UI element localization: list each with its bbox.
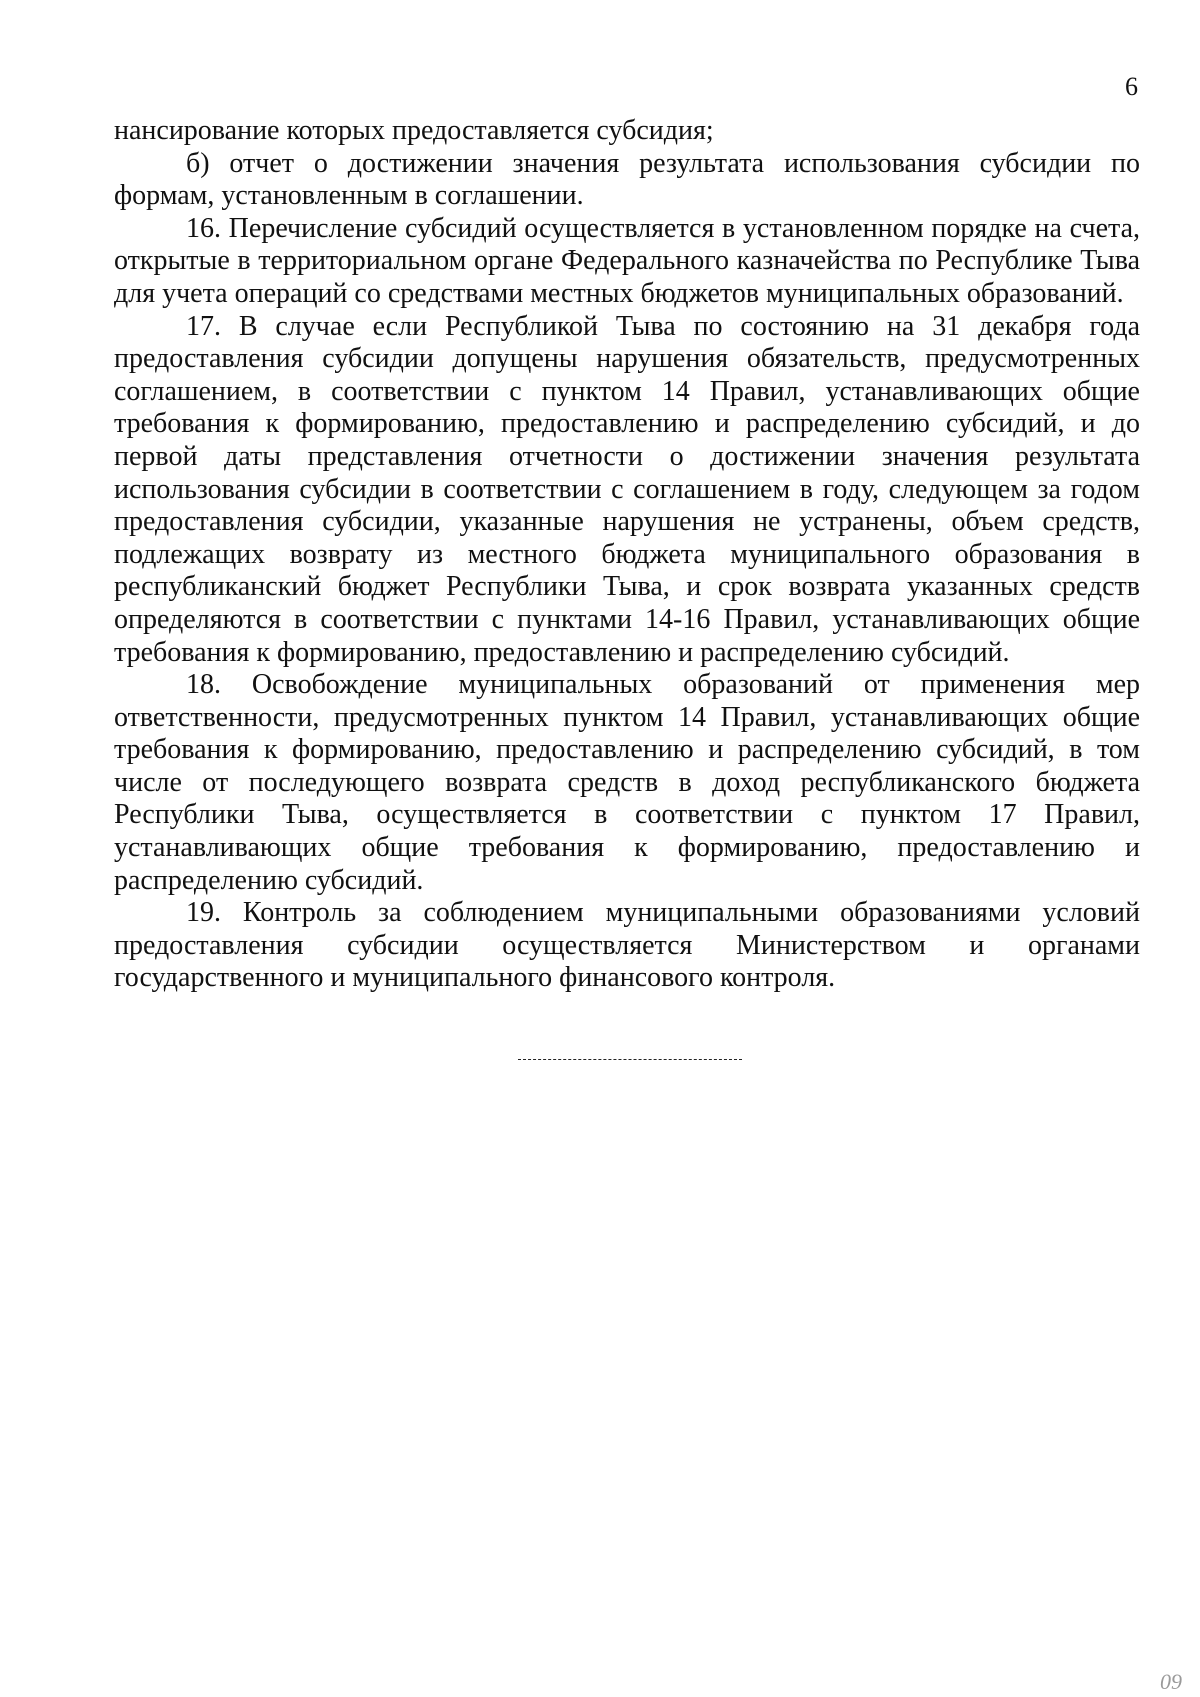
corner-mark: 09 [1160,1669,1182,1694]
document-body [114,115,1140,995]
paragraph-16: 16. Перечисление субсидий осуществляется в установленном порядке на счета, открытые в территориальном органе Федерального казначейства по Республике Тыва для учета операций со средствами местных бюджетов муниципальных образований. [114,212,1140,309]
paragraph-17: 17. В случае если Республикой Тыва по состоянию на 31 декабря года предоставления субсидии допущены нарушения обязательств, предусмотренных соглашением, в соответствии с пунктом 14 Правил, устанавливающих общие требования к формированию, предоставлению и распределению субсидий, и до первой даты представления отчетности о достижении значения результата использования субсидии в соответствии с соглашением в году, следующем за годом предоставления субсидии, указанные нарушения не устранены, объем средств, подлежащих возврату из местного бюджета муниципального образования в республиканский бюджет Республики Тыва, и срок возврата указанных средств определяются в соответствии с пунктами 14-16 Правил, устанавливающих общие требования к формированию, предоставлению и распределению субсидий. [114,310,1140,668]
paragraph-item-b: б) отчет о достижении значения результата использования субсидии по формам, установленным в соглашении. [114,147,1140,212]
page-number: 6 [1125,72,1138,101]
paragraph-continuation: нансирование которых предоставляется субсидия; [114,115,714,146]
paragraph-19: 19. Контроль за соблюдением муниципальными образованиями условий предоставления субсидии осуществляется Министерством и органами государственного и муниципального финансового контроля. [114,897,1140,994]
paragraph-18: 18. Освобождение муниципальных образований от применения мер ответственности, предусмотренных пунктом 14 Правил, устанавливающих общие требования к формированию, предоставлению и распределению субсидий, в том числе от последующего возврата средств в доход республиканского бюджета Республики Тыва, осуществляется в соответствии с пунктом 17 Правил, устанавливающих общие требования к формированию, предоставлению и распределению субсидий. [114,669,1140,896]
end-of-document-rule [518,1059,742,1060]
